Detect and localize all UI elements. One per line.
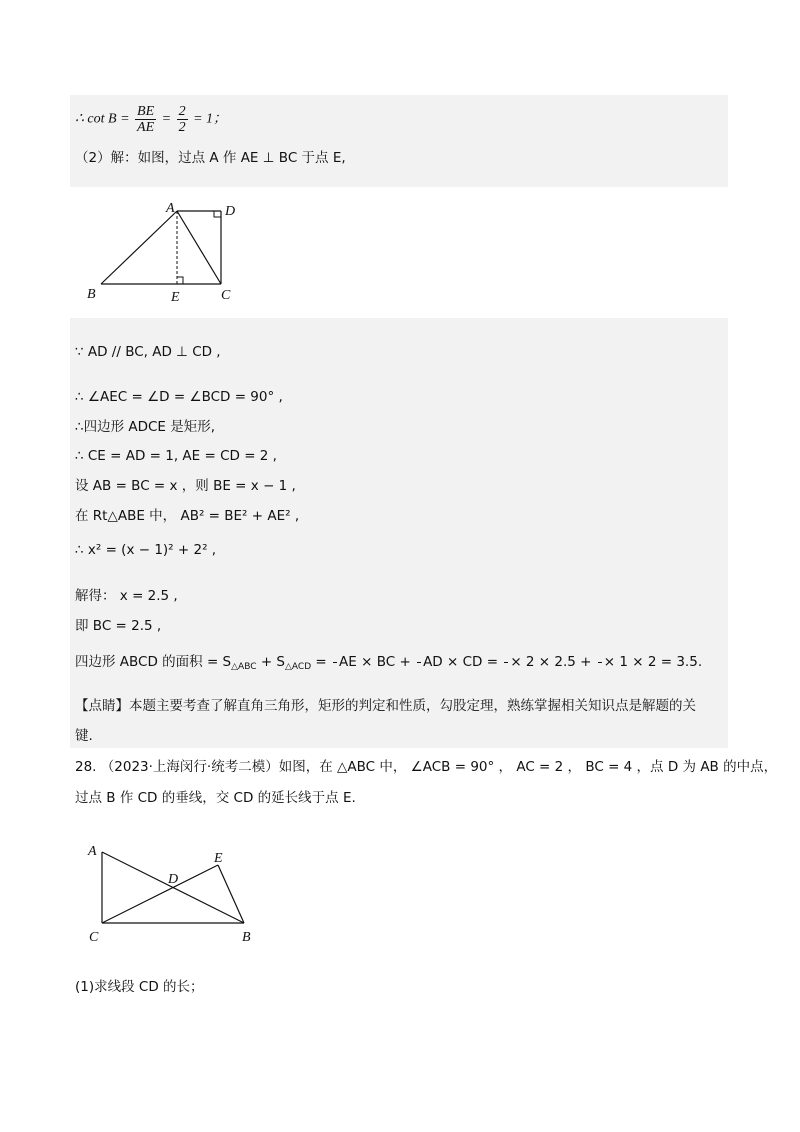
commentary-line-1: 【点睛】本题主要考查了解直角三角形，矩形的判定和性质，勾股定理，熟练掌握相关知识点是解题的关 [75,698,696,714]
right-angle-d [214,211,221,217]
solution-shade-body [70,318,728,748]
figure-trapezoid [75,193,253,318]
label-a: A [166,201,175,216]
solution-line-equation: ∴ x² = (x − 1)² + 2² , [75,542,217,558]
label-d: D [225,204,236,219]
right-angle-e [177,277,183,284]
segment-ce [102,865,218,923]
solution-line-pythagoras: 在 Rt△ABE 中， AB² = BE² + AE² , [75,508,300,524]
solution-line-rectangle: ∴四边形 ADCE 是矩形, [75,419,216,435]
cot-suffix: = 1； [193,111,228,127]
segment-ab [101,211,177,284]
fraction-half-4 [598,662,602,663]
solution-line-cot: ∴ cot B = $\frac{BE}{AE}$ = $\frac{2}{2}$ = 1； [75,104,228,135]
fraction-be-ae: $\frac{BE}{AE}$ [137,104,155,135]
label-c: C [221,288,231,303]
label-e: E [214,851,223,866]
problem-28-line-1: 28. （2023·上海闵行·统考二模）如图，在 △ABC 中， ∠ACB = 90° ， AC = 2 ， BC = 4 ，点 D 为 AB 的中点， [75,759,778,775]
label-a: A [88,844,97,859]
solution-line-bc: 即 BC = 2.5 , [75,618,162,634]
problem-28-question-1: (1)求线段 CD 的长； [75,979,204,995]
cot-prefix: ∴ cot B = [75,111,134,127]
solution-line-part2: （2）解：如图，过点 A 作 AE ⊥ BC 于点 E, [75,150,346,166]
fraction-2-2: $\frac{2}{2}$ [178,104,186,135]
solution-line-area: 四边形 ABCD 的面积 = $S_{\triangle ABC} + S_{\triangle ACD}$ = AE × BC + AD × CD = × 2 × 2.5 + × 1 × 2 = 3.5. [75,654,703,672]
segment-eb [218,865,244,923]
fraction-half-3 [504,662,508,663]
commentary-line-2: 键. [75,728,93,744]
fraction-half-2 [417,662,421,663]
solution-line-angles: ∴ ∠AEC = ∠D = ∠BCD = 90° , [75,389,283,405]
label-d: D [168,872,179,887]
solution-line-solve: 解得： x = 2.5 , [75,588,178,604]
label-b: B [242,930,251,945]
label-b: B [87,287,96,302]
label-e: E [171,290,180,305]
solution-line-lengths: ∴ CE = AD = 1, AE = CD = 2 , [75,448,277,464]
problem-28-line-2: 过点 B 作 CD 的垂线，交 CD 的延长线于点 E. [75,790,356,806]
solution-line-set-x: 设 AB = BC = x ，则 BE = x − 1 , [75,478,296,494]
figure-triangle-abc [80,835,270,950]
solution-line-given: ∵ AD // BC, AD ⊥ CD , [75,344,221,360]
label-c: C [89,930,99,945]
fraction-half-1 [333,662,337,663]
segment-ac [177,211,221,284]
